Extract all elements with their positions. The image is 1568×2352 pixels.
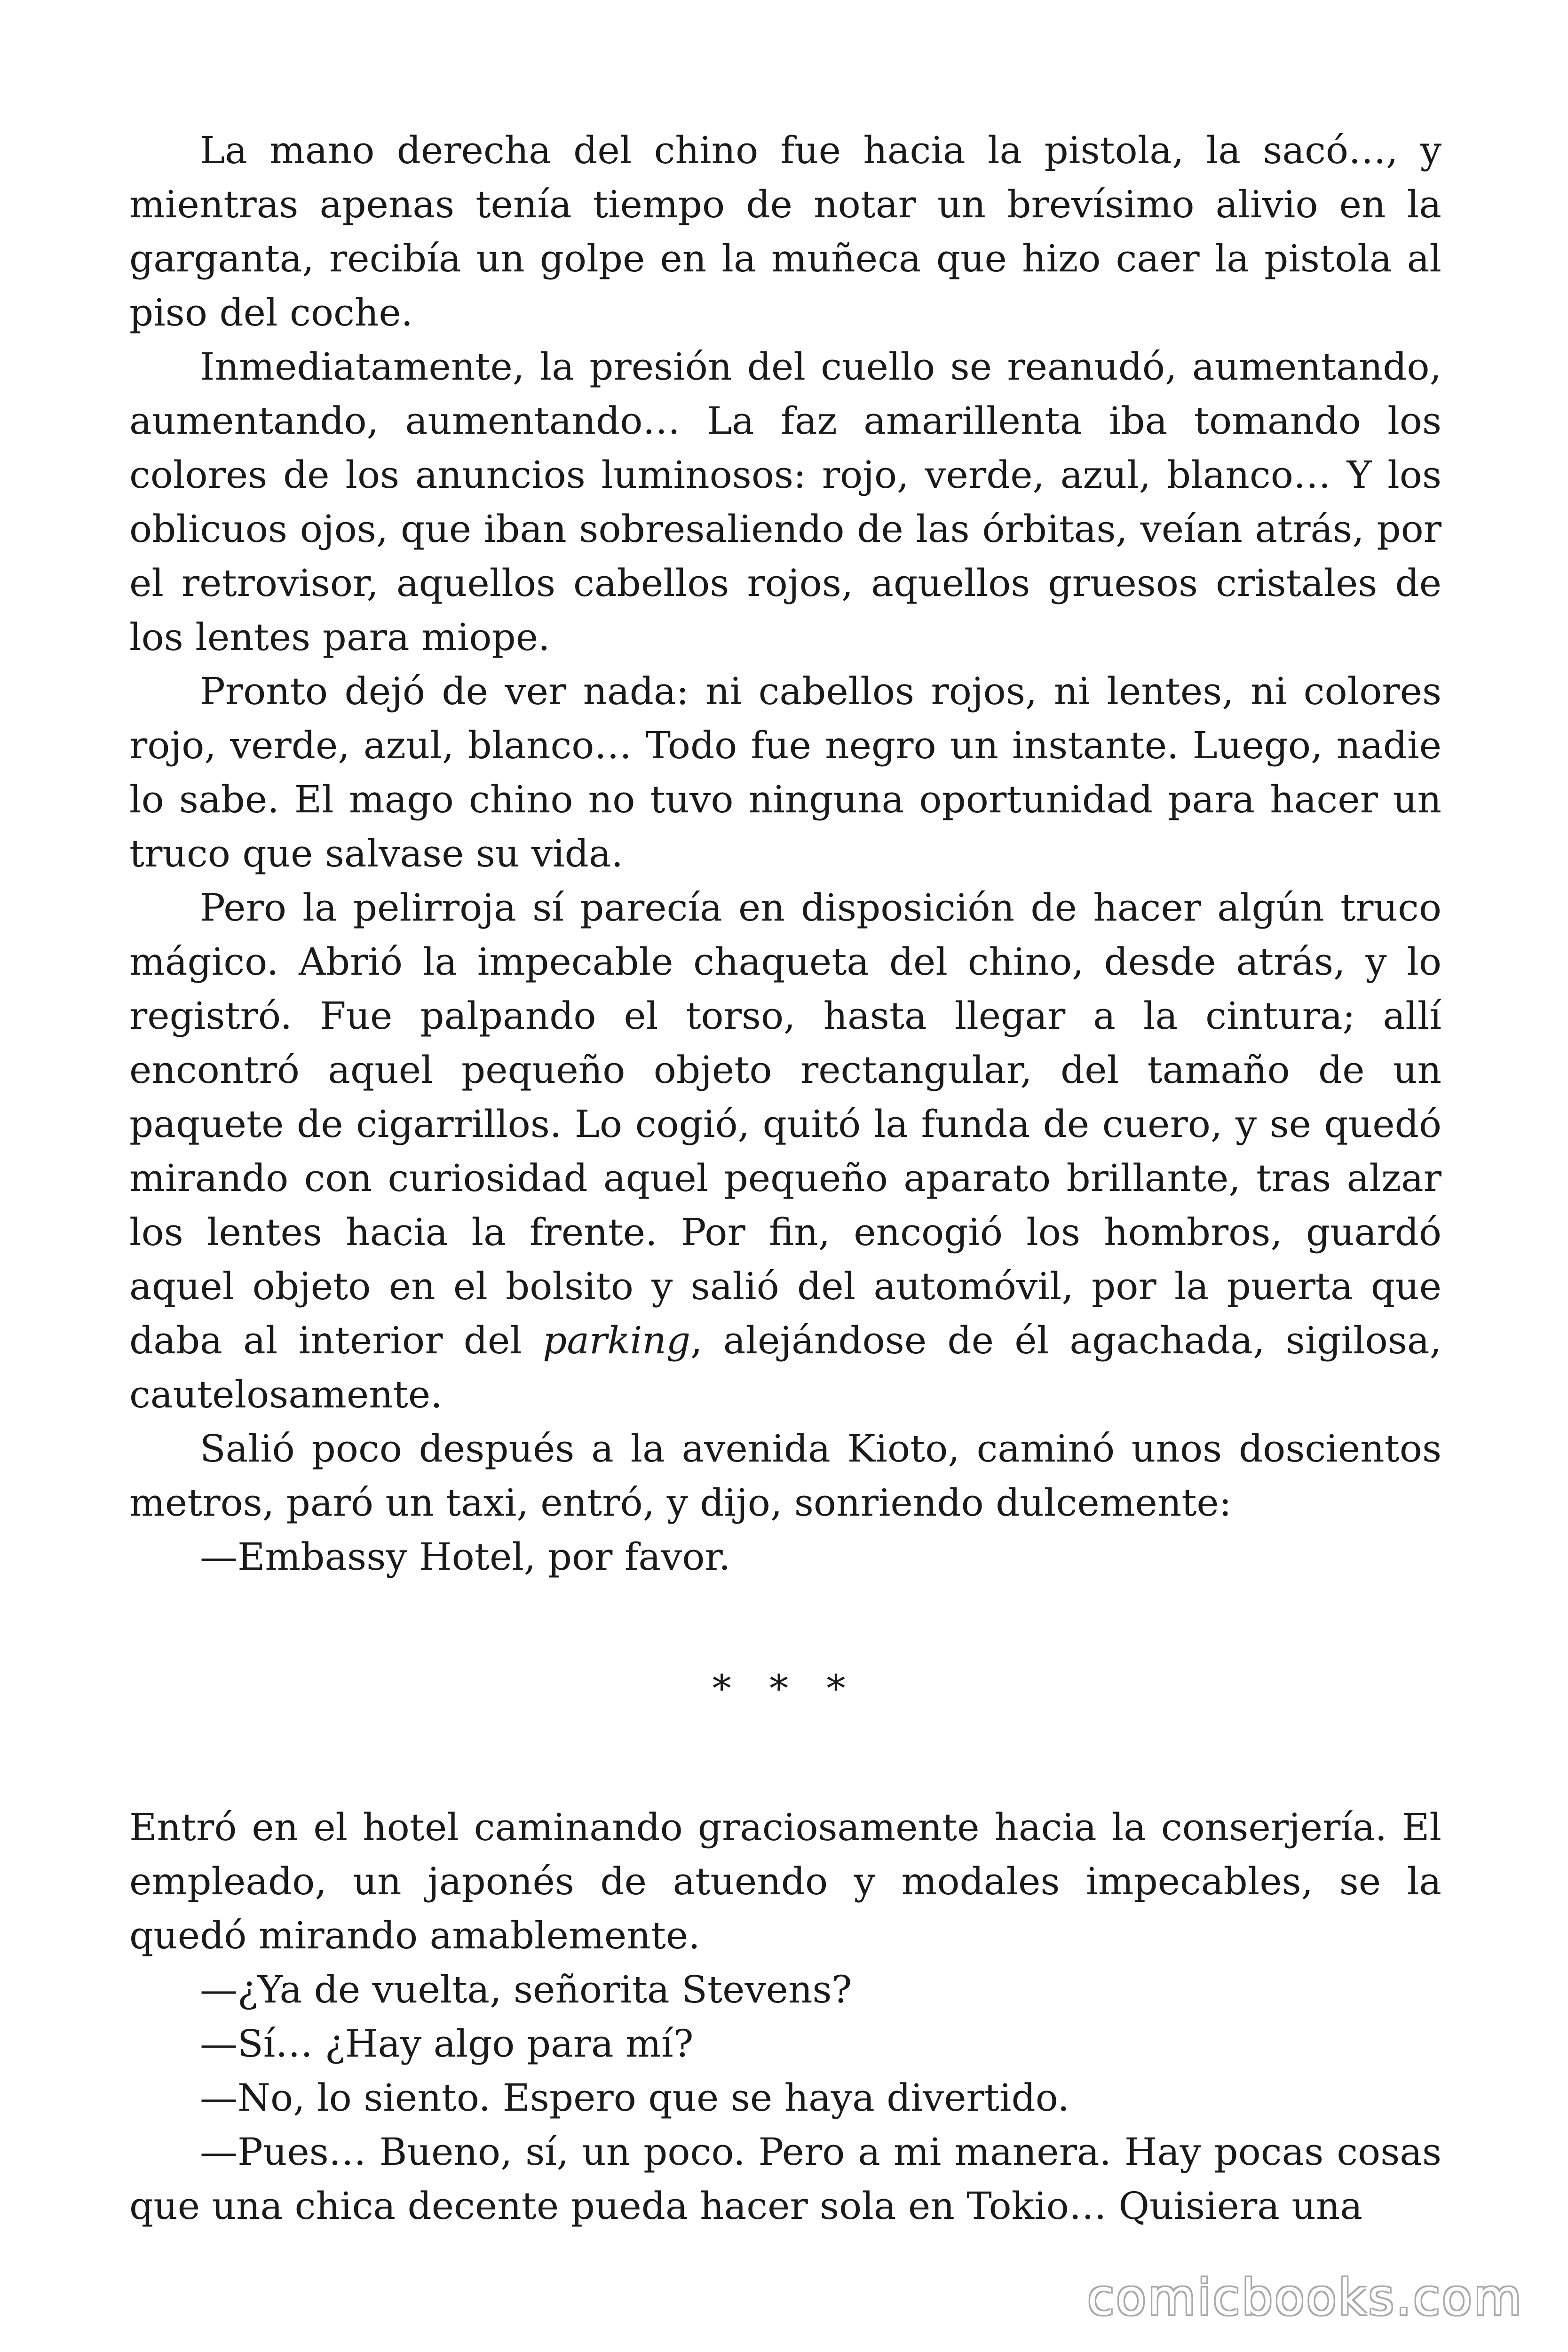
paragraph-1: La mano derecha del chino fue hacia la pistola, la sacó…, y mientras apenas tenía tiempo de notar un brevísimo alivio en la garganta, recibía un golpe en la muñeca que hizo caer la pistola al piso del coche. bbox=[129, 128, 1441, 334]
paragraph-5: Salió poco después a la avenida Kioto, caminó unos doscientos metros, paró un taxi, entró, y dijo, sonriendo dulcemente: bbox=[129, 1427, 1441, 1525]
book-page bbox=[129, 123, 1441, 2233]
paragraph-3: Pronto dejó de ver nada: ni cabellos rojos, ni lentes, ni colores rojo, verde, azul, blanco… Todo fue negro un instante. Luego, nadie lo sabe. El mago chino no tuvo ninguna oportunidad para hacer un truco que salvase su vida. bbox=[129, 669, 1441, 875]
paragraph-4 bbox=[129, 881, 1441, 1422]
dialogue-line-2: —¿Ya de vuelta, señorita Stevens? bbox=[200, 1968, 852, 2011]
paragraph-2: Inmediatamente, la presión del cuello se reanudó, aumentando, aumentando, aumentando… La faz amarillenta iba tomando los colores de los anuncios luminosos: rojo, verde, azul, blanco… Y los oblicuos ojos, que iban sobresaliendo de las órbitas, veían atrás, por el retrovisor, aquellos cabellos rojos, aquellos gruesos cristales de los lentes para miope. bbox=[129, 345, 1441, 659]
scene-separator: * * * bbox=[712, 1667, 859, 1710]
paragraph-7: —Pues… Bueno, sí, un poco. Pero a mi manera. Hay pocas cosas que una chica decente pueda hacer sola en Tokio… Quisiera una bbox=[129, 2130, 1441, 2228]
paragraph-4-italic-word: parking bbox=[543, 1319, 691, 1362]
dialogue-line-3: —Sí… ¿Hay algo para mí? bbox=[200, 2022, 694, 2066]
paragraph-6: Entró en el hotel caminando graciosamente hacia la conserjería. El empleado, un japonés de atuendo y modales impecables, se la quedó mirando amablemente. bbox=[129, 1805, 1441, 1957]
dialogue-line-4: —No, lo siento. Espero que se haya divertido. bbox=[200, 2076, 1069, 2120]
paragraph-4-text-after: , alejándose de él agachada, sigilosa, cautelosamente. bbox=[129, 1319, 1442, 1416]
dialogue-line-1: —Embassy Hotel, por favor. bbox=[200, 1535, 731, 1579]
site-watermark: comicbooks.com bbox=[1087, 2269, 1523, 2326]
paragraph-4-text-before: Pero la pelirroja sí parecía en disposición de hacer algún truco mágico. Abrió la impecable chaqueta del chino, desde atrás, y lo registró. Fue palpando el torso, hasta llegar a la cintura; allí encontró aquel pequeño objeto rectangular, del tamaño de un paquete de cigarrillos. Lo cogió, quitó la funda de cuero, y se quedó mirando con curiosidad aquel pequeño aparato brillante, tras alzar los lentes hacia la frente. Por fin, encogió los hombros, guardó aquel objeto en el bolsito y salió del automóvil, por la puerta que daba al interior del bbox=[129, 886, 1441, 1362]
